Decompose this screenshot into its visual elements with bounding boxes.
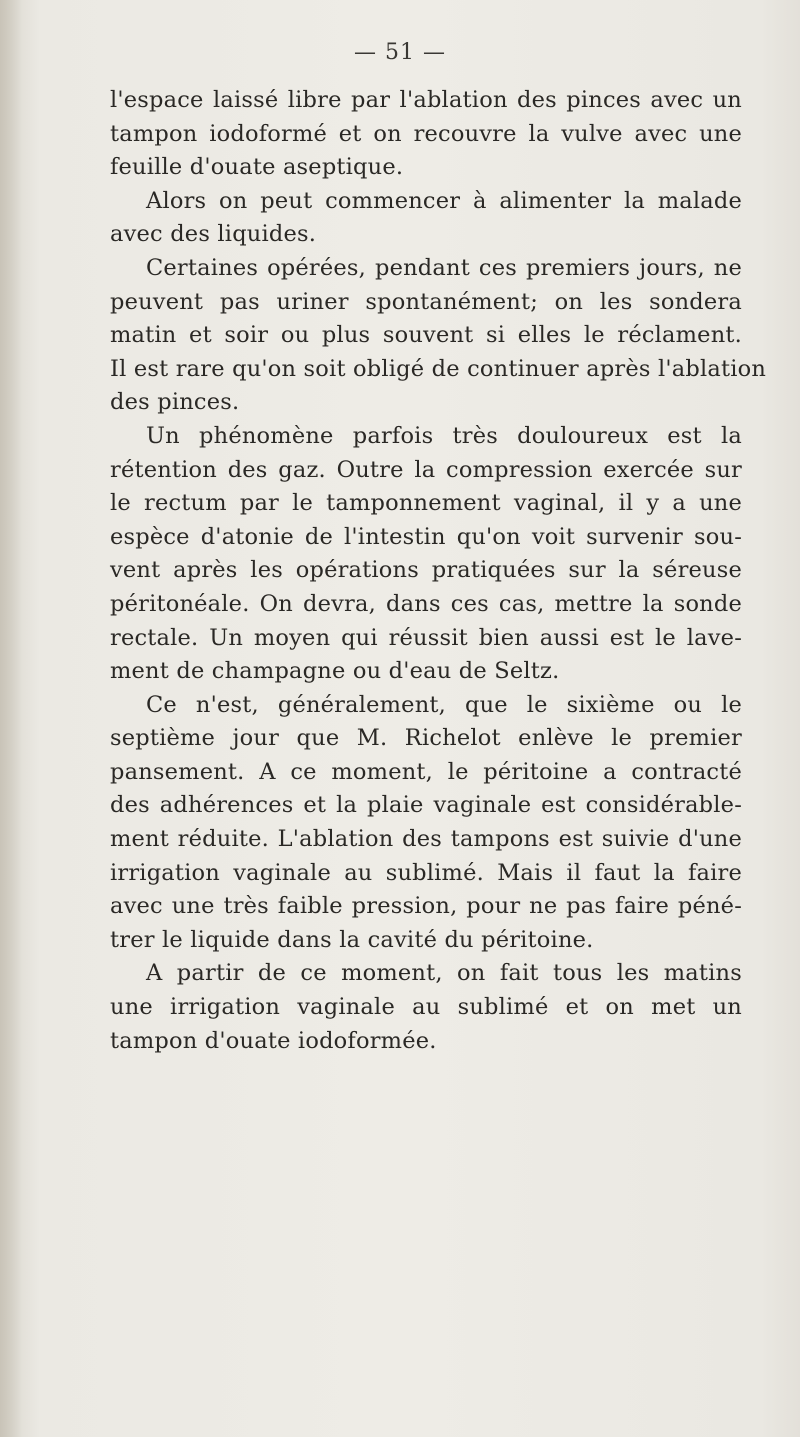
text-line: ment de champagne ou d'eau de Seltz. <box>110 658 560 685</box>
body-text <box>110 84 767 1058</box>
text-line: une irrigation vaginale au sublimé et on met un <box>110 994 742 1021</box>
text-line: le rectum par le tamponnement vaginal, il y a une <box>110 490 742 517</box>
text-line: Alors on peut commencer à alimenter la malade <box>146 187 742 214</box>
text-line: péritonéale. On devra, dans ces cas, mettre la sonde <box>110 590 742 617</box>
text-line: irrigation vaginale au sublimé. Mais il faut la faire <box>110 859 742 886</box>
text-line: septième jour que M. Richelot enlève le premier <box>110 725 742 752</box>
text-line: ment réduite. L'ablation des tampons est suivie d'une <box>110 826 742 853</box>
text-line: espèce d'atonie de l'intestin qu'on voit survenir sou- <box>110 523 742 550</box>
text-line: Certaines opérées, pendant ces premiers jours, ne <box>146 254 742 281</box>
text-line: pansement. A ce moment, le péritoine a contracté <box>110 758 742 785</box>
text-line: Ce n'est, généralement, que le sixième ou le <box>146 691 742 718</box>
page-number: — 51 — <box>354 40 446 65</box>
text-line: l'espace laissé libre par l'ablation des pinces avec un <box>110 87 742 113</box>
page-binding-shadow <box>0 0 22 1437</box>
text-line: matin et soir ou plus souvent si elles le réclament. <box>110 322 742 349</box>
text-line: rétention des gaz. Outre la compression exercée sur <box>110 456 742 483</box>
text-line: rectale. Un moyen qui réussit bien aussi est le lave- <box>110 624 742 651</box>
text-line: Il est rare qu'on soit obligé de continuer après l'ablation <box>110 355 767 382</box>
text-line: feuille d'ouate aseptique. <box>110 154 404 181</box>
text-line: tampon d'ouate iodoformée. <box>110 1027 437 1054</box>
text-line: vent après les opérations pratiquées sur la séreuse <box>110 557 742 584</box>
text-line: des pinces. <box>110 389 240 416</box>
text-line: peuvent pas uriner spontanément; on les sondera <box>110 288 742 315</box>
text-line: tampon iodoformé et on recouvre la vulve avec une <box>110 120 742 147</box>
text-line: avec une très faible pression, pour ne pas faire péné- <box>110 893 742 920</box>
text-line: trer le liquide dans la cavité du péritoine. <box>110 926 594 953</box>
text-line: A partir de ce moment, on fait tous les matins <box>146 960 742 987</box>
text-line: avec des liquides. <box>110 221 317 248</box>
text-line: Un phénomène parfois très douloureux est la <box>146 422 742 449</box>
text-line: des adhérences et la plaie vaginale est considérable- <box>110 792 742 819</box>
